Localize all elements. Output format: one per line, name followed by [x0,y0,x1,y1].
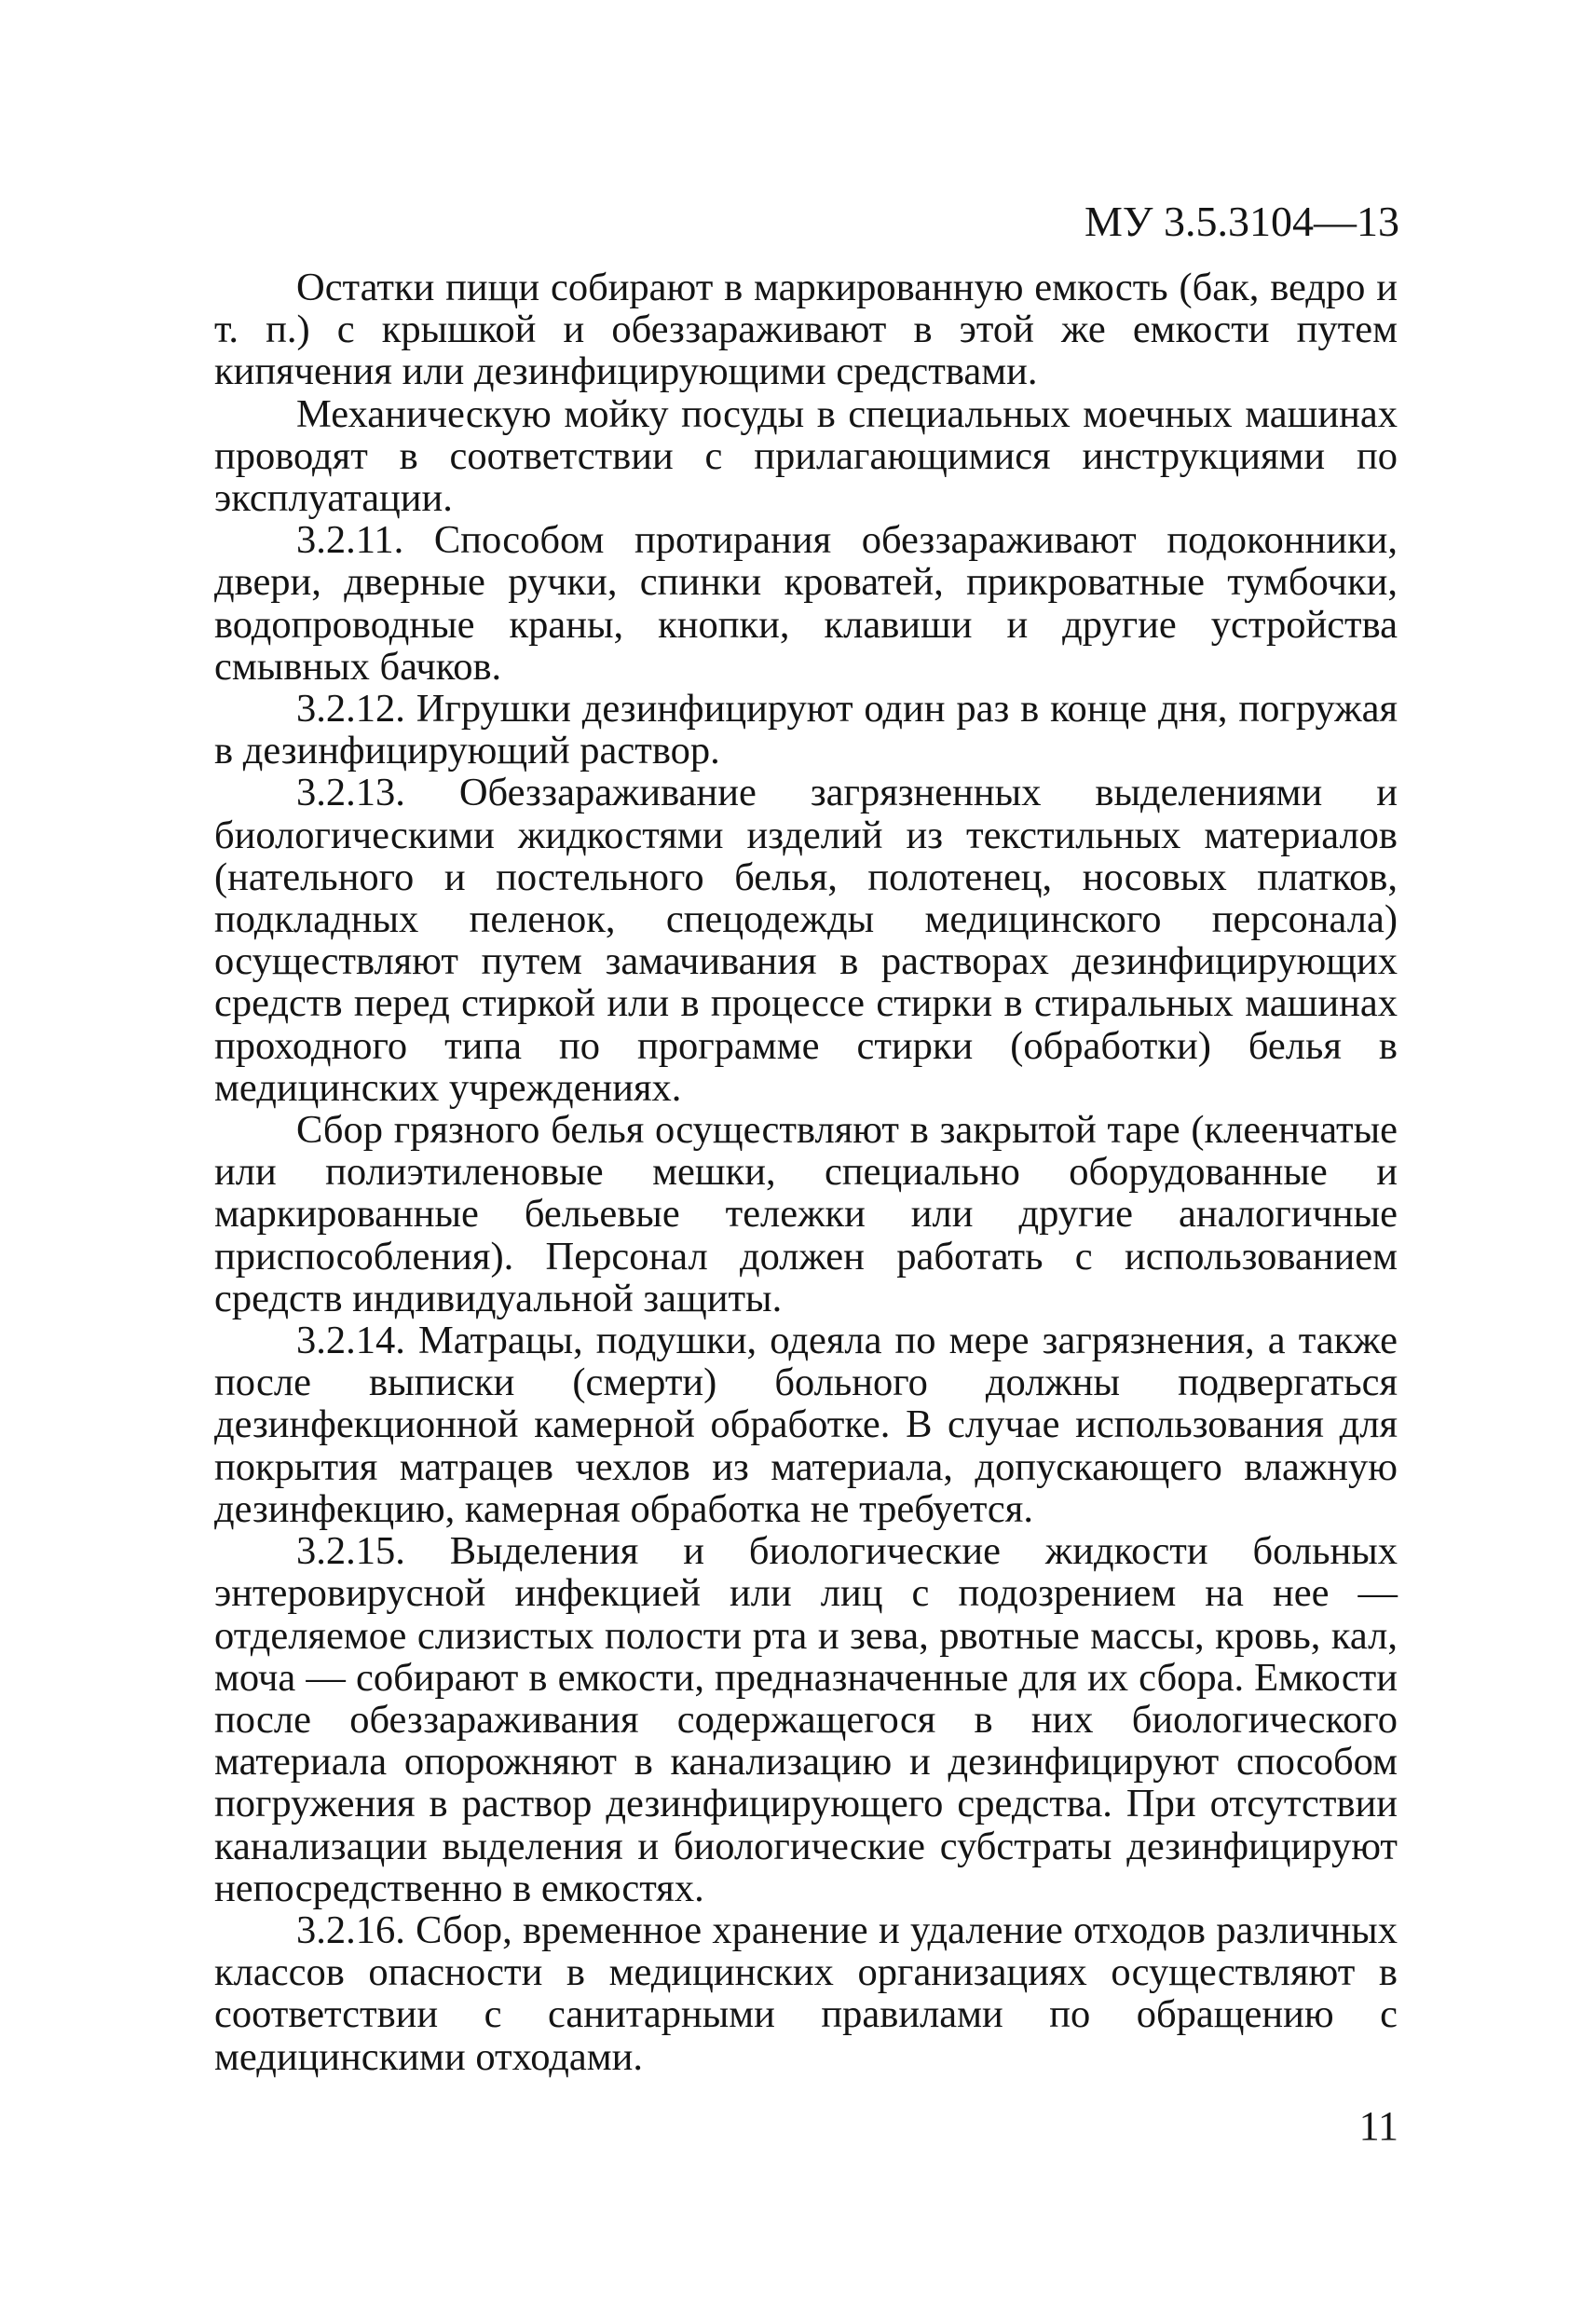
paragraph-3-2-12: 3.2.12. Игрушки дезинфицируют один раз в конце дня, погружая в дезинфицирующий раствор. [214,687,1398,773]
document-code: МУ 3.5.3104—13 [1084,198,1399,245]
paragraph-3-2-16: 3.2.16. Сбор, временное хранение и удаление отходов различных классов опасности в медицинских организациях осуществляют в соответствии с санитарными правилами по обращению с медицинскими отходами. [214,1908,1398,2079]
paragraph-3-2-14: 3.2.14. Матрацы, подушки, одеяла по мере загрязнения, а также после выписки (смерти) больного должны подвергаться дезинфекционной камерной обработке. В случае использования для покрытия матрацев чехлов из материала, допускающего влажную дезинфекцию, камерная обработка не требуется. [214,1319,1398,1531]
body-text [214,267,1398,2078]
paragraph-3-2-15: 3.2.15. Выделения и биологические жидкости больных энтеровирусной инфекцией или лиц с подозрением на нее — отделяемое слизистых полости рта и зева, рвотные массы, кровь, кал, моча — собирают в емкости, предназначенные для их сбора. Емкости после обеззараживания содержащегося в них биологического материала опорожняют в канализацию и дезинфицируют способом погружения в раствор дезинфицирующего средства. При отсутствии канализации выделения и биологические субстраты дезинфицируют непосредственно в емкостях. [214,1529,1398,1910]
paragraph-food-waste: Остатки пищи собирают в маркированную емкость (бак, ведро и т. п.) с крышкой и обеззараживают в этой же емкости путем кипячения или дезинфицирующими средствами. [214,266,1398,394]
page-number: 11 [1358,2103,1398,2149]
paragraph-3-2-13: 3.2.13. Обеззараживание загрязненных выделениями и биологическими жидкостями изделий из текстильных материалов (нательного и постельного белья, полотенец, носовых платков, подкладных пеленок, спецодежды медицинского персонала) осуществляют путем замачивания в растворах дезинфицирующих средств перед стиркой или в процессе стирки в стиральных машинах проходного типа по программе стирки (обработки) белья в медицинских учреждениях. [214,771,1398,1110]
paragraph-dirty-linen: Сбор грязного белья осуществляют в закрытой таре (клеенчатые или полиэтиленовые мешки, специально оборудованные и маркированные бельевые тележки или другие аналогичные приспособления). Персонал должен работать с использованием средств индивидуальной защиты. [214,1108,1398,1320]
paragraph-3-2-11: 3.2.11. Способом протирания обеззараживают подоконники, двери, дверные ручки, спинки кроватей, прикроватные тумбочки, водопроводные краны, кнопки, клавиши и другие устройства смывных бачков. [214,518,1398,689]
paragraph-dish-washing: Механическую мойку посуды в специальных моечных машинах проводят в соответствии с прилагающимися инструкциями по эксплуатации. [214,391,1398,521]
